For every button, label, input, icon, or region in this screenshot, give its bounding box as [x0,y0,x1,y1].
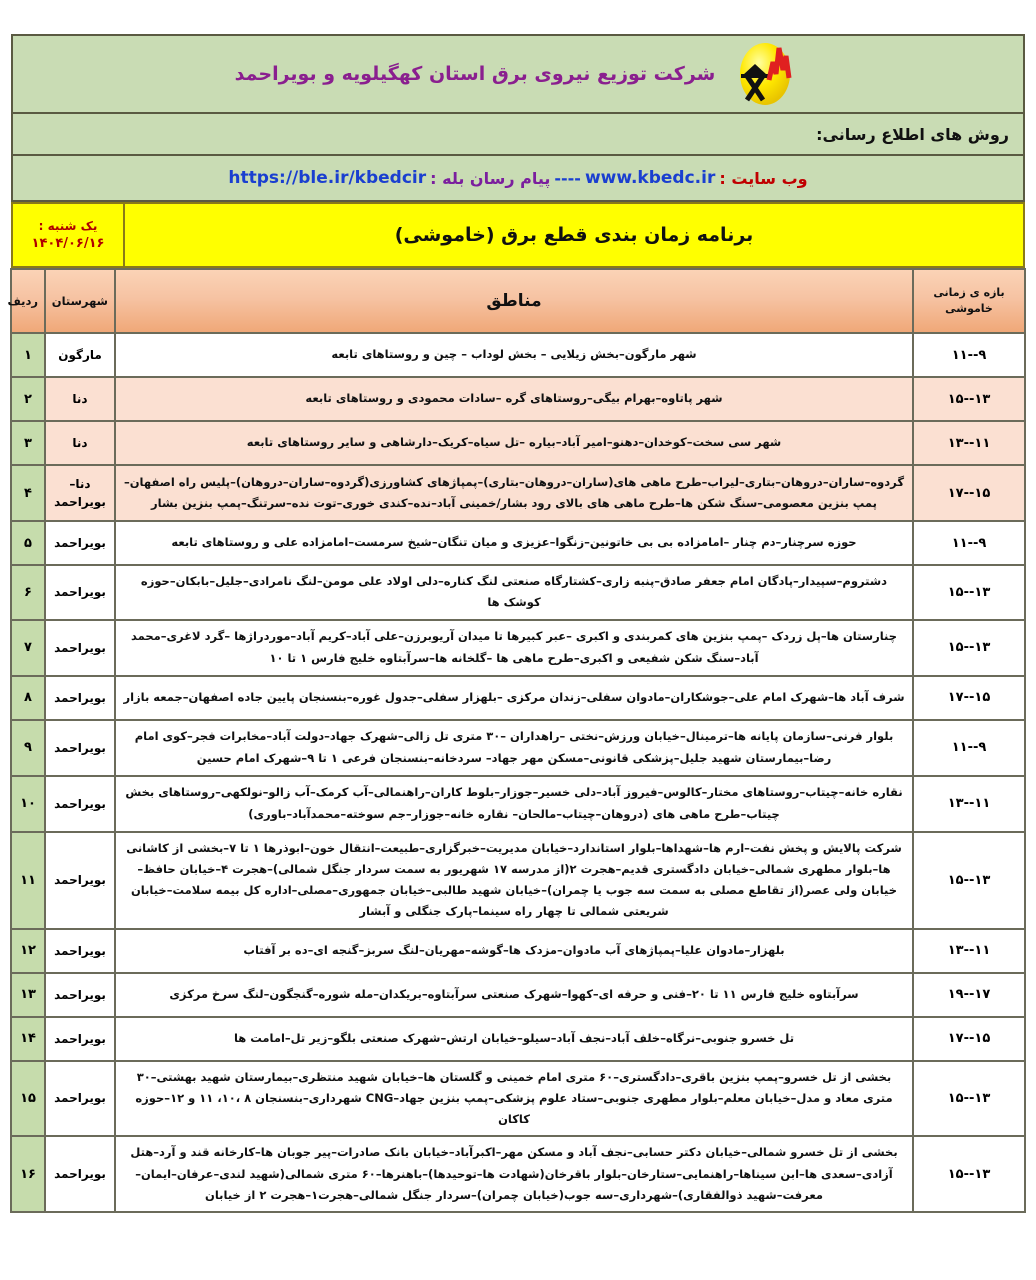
table-row [11,676,1025,720]
cell-regions: دشتروم–سپیدار–پادگان امام جعفر صادق–پنبه زاری–کشتارگاه صنعتی لنگ کناره–دلی اولاد علی مومن–لنگ نامرادی–جلیل–بابکان–حوزه کوشک ها [115,565,913,620]
cell-outage-time: ۱۳--۱۵ [913,1061,1025,1137]
cell-row-index: ۱۵ [11,1061,45,1137]
table-header-row [11,269,1025,333]
cell-row-index: ۱ [11,333,45,377]
cell-row-index: ۴ [11,465,45,521]
cell-regions: بلهزار–مادوان علیا–پمپاژهای آب مادوان–مزدک ها–گوشه–مهریان–لنگ سربز–گنجه ای–ده بر آفتاب [115,929,913,973]
cell-regions: شهر پاتاوه–بهرام بیگی–روستاهای گره –سادات محمودی و روستاهای تابعه [115,377,913,421]
bazeh-line2: خاموشی [945,302,993,315]
cell-regions: تل خسرو جنوبی–نرگاه–خلف آباد–نجف آباد–سیلو–خیابان ارتش–شهرک صنعتی بلگو–زیر تل–امامت ها [115,1017,913,1061]
cell-row-index: ۱۱ [11,832,45,929]
outage-table [7,268,1026,1213]
cell-regions: بخشی از تل خسرو–پمپ بنزین باقری–دادگستری–۶۰ متری امام خمینی و گلستان ها–خیابان شهید منتظری–بیمارستان شهید بهشتی–۳۰ متری معاد و مدل–خیابان معلم–بلوار مطهری جنوبی–ستاد علوم پزشکی–پمپ بنزین جهاد–CNG شهرداری–بنسنجان ۸ ،۱۰، ۱۱ و ۱۲–حوزه کاکان [115,1061,913,1137]
table-row [11,720,1025,776]
cell-regions: بلوار فرنی–سازمان پایانه ها–ترمینال–خیابان ورزش–نختی –راهداران –۳۰ متری تل زالی–شهرک جهاد–دولت آباد–مخابرات فجر–کوی امام رضا–بیمارستان شهید جلیل–پزشکی قانونی–مسکن مهر جهاد– سردخانه–بنسنجان فرعی ۱ تا ۹–شهرک امام حسین [115,720,913,776]
cell-regions: شرف آباد ها–شهرک امام علی–جوشکاران–مادوان سفلی–زندان مرکزی –بلهزار سفلی–جدول غوره–بنسنجان پایین جاده اصفهان–جمعه بازار [115,676,913,720]
cell-outage-time: ۹--۱۱ [913,720,1025,776]
table-row [11,377,1025,421]
table-row [11,929,1025,973]
cell-regions: بخشی از تل خسرو شمالی–خیابان دکتر حسابی–نجف آباد و مسکن مهر–اکبرآباد–خیابان بانک صادرات–پیر جوبان ها–کارخانه قند و آرد–هتل آزادی–سعدی ها–ابن سیناها–راهنمایی–ستارخان–بلوار باقرخان(شهادت ها–توحیدها)–باهنرها–۶۰ متری شمالی(شهید لندی–عرفان–ایمان–معرفت–شهید ذوالفقاری)–شهرداری–سه جوب(خیابان چمران)–سردار جنگل شمالی–هجرت۱–هجرت ۲ از خیابان [115,1136,913,1212]
cell-row-index: ۱۰ [11,776,45,832]
table-row [11,620,1025,676]
cell-row-index: ۱۲ [11,929,45,973]
table-row [11,1017,1025,1061]
brand-row [12,35,1024,113]
cell-regions: گردوه–ساران–دروهان–بتاری–لیراب–طرح ماهی های(ساران–دروهان–بتاری)–پمپاژهای کشاورزی(گردوه–ساران–دروهان)–پلیس راه اصفهان–پمپ بنزین معصومی–سنگ شکن ها–طرح ماهی های بالای رود بشار/خمینی آباد–نده–کندی خوری–توت نده–سرتنگ–پمپ بنزین بشار [115,465,913,521]
top-margin [0,0,1036,34]
cell-county: بویراحمد [45,776,115,832]
cell-outage-time: ۹--۱۱ [913,521,1025,565]
cell-row-index: ۳ [11,421,45,465]
cell-row-index: ۱۴ [11,1017,45,1061]
table-row [11,333,1025,377]
table-body [11,333,1025,1212]
cell-row-index: ۶ [11,565,45,620]
cell-outage-time: ۱۱--۱۳ [913,776,1025,832]
cell-outage-time: ۱۵--۱۷ [913,1017,1025,1061]
cell-row-index: ۷ [11,620,45,676]
cell-county: مارگون [45,333,115,377]
schedule-title: برنامه زمان بندی قطع برق (خاموشی) [394,224,754,246]
cell-outage-time: ۱۱--۱۳ [913,929,1025,973]
cell-county: بویراحمد [45,620,115,676]
title-band [11,202,1025,268]
bazeh-line1: بازه ی زمانی [933,286,1005,300]
cell-regions: شهر سی سخت–کوخدان–دهنو–امیر آباد–بیاره –تل سیاه–کریک–دارشاهی و سایر روستاهای تابعه [115,421,913,465]
cell-outage-time: ۱۳--۱۵ [913,377,1025,421]
contact-links-cell [12,155,1024,201]
table-row [11,832,1025,929]
cell-outage-time: ۱۵--۱۷ [913,465,1025,521]
info-methods-row [12,113,1024,155]
cell-county: بویراحمد [45,521,115,565]
cell-row-index: ۹ [11,720,45,776]
cell-county: بویراحمد [45,676,115,720]
cell-regions: سرآبتاوه خلیج فارس ۱۱ تا ۲۰–فنی و حرفه ای–کهوا–شهرک صنعتی سرآبتاوه–بریکدان–مله شوره–گنجگون–لنگ سرخ مرکزی [115,973,913,1017]
cell-county: بویراحمد [45,973,115,1017]
table-row [11,565,1025,620]
day-label: یک شنبه : [38,219,98,233]
cell-regions: شرکت پالایش و پخش نفت–ارم ها–شهداها–بلوار استاندارد–خیابان مدیریت–خبرگزاری–طبیعت–انتقال خون–ابوذرها ۱ تا ۷–بخشی از کاشانی ها–بلوار مطهری شمالی–خیابان دادگستری قدیم–هجرت ۲(از مدرسه ۱۷ شهریور به سمت سردار جنگل شمالی)–هجرت ۴–خیابان حافظ–خیابان ولی عصر(از تقاطع مصلی به سمت سه جوب یا چمران)–خیابان شهید طالبی–خیابان جمهوری–مصلی–اداره کل بیمه سلامت–خیابان شریعتی شمالی تا چهار راه سینما–پارک جنگلی و آبشار [115,832,913,929]
cell-outage-time: ۱۵--۱۷ [913,676,1025,720]
table-row [11,776,1025,832]
date-value: ۱۴۰۴/۰۶/۱۶ [31,236,105,251]
cell-outage-time: ۱۳--۱۵ [913,565,1025,620]
table-header [7,269,1025,333]
cell-outage-time: ۹--۱۱ [913,333,1025,377]
table-row [11,521,1025,565]
column-header-county: شهرستان [45,269,115,333]
cell-outage-time: ۱۳--۱۵ [913,620,1025,676]
cell-regions: چنارستان ها–پل زردک –پمپ بنزین های کمربندی و اکبری –عبر کبیرها تا میدان آریوبرزن–علی آباد–کریم آباد–موردراژها –گرد لاغری–محمد آباد–سنگ شکن شفیعی و اکبری–طرح ماهی ها –گلخانه ها–سرآبتاوه خلیج فارس ۱ تا ۱۰ [115,620,913,676]
cell-row-index: ۱۶ [11,1136,45,1212]
column-header-regions: مناطق [115,269,913,333]
cell-county: بویراحمد [45,1061,115,1137]
cell-outage-time: ۱۳--۱۵ [913,1136,1025,1212]
column-header-row-index: ردیف [11,269,45,333]
column-header-outage-time [913,269,1025,333]
table-row [11,465,1025,521]
cell-outage-time: ۱۳--۱۵ [913,832,1025,929]
cell-regions: حوزه سرچنار–دم چنار –امامزاده بی بی خاتونین–زنگوا–عزیزی و میان تنگان–شیخ سرمست–امامزاده علی و روستاهای تابعه [115,521,913,565]
cell-county: بویراحمد [45,1136,115,1212]
website-url[interactable]: www.kbedc.ir [584,168,716,188]
cell-county: بویراحمد [45,832,115,929]
cell-county: دنا– بویراحمد [45,465,115,521]
messenger-url[interactable]: https://ble.ir/kbedcir [228,168,427,188]
website-label: وب سایت : [719,168,808,188]
date-cell [12,203,124,267]
cell-county: بویراحمد [45,929,115,973]
cell-row-index: ۸ [11,676,45,720]
cell-row-index: ۲ [11,377,45,421]
cell-county: دنا [45,421,115,465]
cell-county: بویراحمد [45,1017,115,1061]
cell-county: دنا [45,377,115,421]
company-title: شرکت توزیع نیروی برق استان کهگیلویه و بویراحمد [234,63,716,85]
contact-links-row [12,155,1024,201]
schedule-title-cell [124,203,1024,267]
header-block [11,34,1025,202]
table-row [11,1136,1025,1212]
cell-county: بویراحمد [45,565,115,620]
electric-pylon-waveform-logo-icon [729,40,801,108]
cell-row-index: ۱۳ [11,973,45,1017]
cell-outage-time: ۱۱--۱۳ [913,421,1025,465]
cell-regions: شهر مارگون–بخش زیلایی – بخش لوداب – چین و روستاهای تابعه [115,333,913,377]
brand-cell [12,35,1024,113]
messenger-label: پیام رسان بله : [430,168,551,188]
cell-county: بویراحمد [45,720,115,776]
cell-outage-time: ۱۷--۱۹ [913,973,1025,1017]
table-row [11,1061,1025,1137]
cell-regions: نقاره خانه–چیتاب–روستاهای مختار–کالوس–فیروز آباد–دلی خسیر–جوزار–بلوط کاران–راهنمالی–آب کرمک–آب زالو–نولکهی–روستاهای بخش چیتاب–طرح ماهی های (دروهان–چیتاب–مالحان– نقاره خانه–جوزار–جم سوخته–محمدآباد–باوری) [115,776,913,832]
cell-row-index: ۵ [11,521,45,565]
table-row [11,421,1025,465]
table-row [11,973,1025,1017]
info-methods-label: روش های اطلاع رسانی: [816,124,1009,144]
link-separator: ---- [554,168,581,188]
info-methods-cell [12,113,1024,155]
